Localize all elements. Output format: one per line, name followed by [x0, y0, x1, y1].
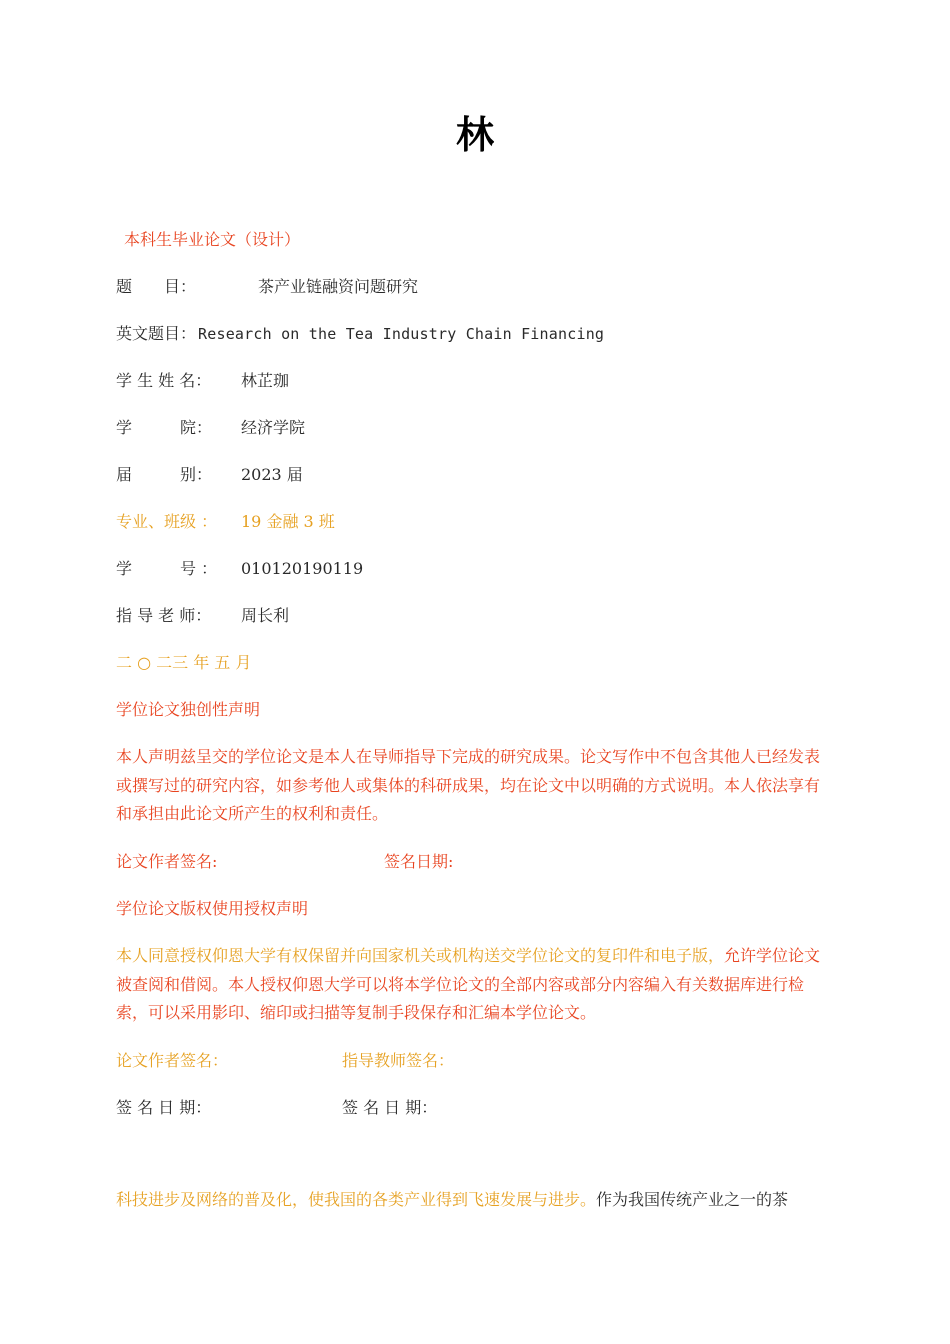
- thesis-type: 本科生毕业论文（设计）: [124, 230, 301, 249]
- title-value: 茶产业链融资问题研究: [258, 277, 419, 296]
- originality-signature-date-label: 签名日期:: [384, 852, 454, 871]
- session-label: 届 别：: [116, 465, 213, 484]
- major-value: 19 金融 3 班: [241, 512, 335, 531]
- en-title-label: 英文题目：: [116, 324, 197, 343]
- originality-text-part2: 本人依法享有和承担由此论文所产生的权利和责任。: [116, 775, 821, 823]
- advisor-value: 周长利: [241, 606, 290, 625]
- originality-heading: 学位论文独创性声明: [116, 700, 261, 719]
- copyright-text-part1: 本人同意授权仰恩大学有权保留并向国家机关或机构送交学位论文的复印件和电子版，: [116, 946, 725, 965]
- copyright-heading: 学位论文版权使用授权声明: [116, 899, 309, 918]
- copyright-text-part2: 允许学位论文被查阅和借阅。本人授权仰恩大学可以将本学位论文的全部内容或部分内容编入有关数据库进行检索，可以采用影印、缩印或扫描等复制手段保存和汇编本学位论文。: [116, 946, 821, 1022]
- major-label: 专业、班级 ：: [116, 512, 218, 531]
- student-value: 林芷珈: [241, 371, 290, 390]
- advisor-label: 指 导 老 师：: [116, 606, 212, 625]
- copyright-author-signature-label: 论文作者签名：: [116, 1051, 229, 1070]
- student-id-label: 学 号 ：: [116, 559, 218, 578]
- copyright-advisor-signature-label: 指导教师签名：: [342, 1051, 455, 1070]
- originality-text-part1: 本人声明兹呈交的学位论文是本人在导师指导下完成的研究成果。论文写作中不包含其他人已经发表或撰写过的研究内容，如参考他人或集体的科研成果，均在论文中以明确的方式说明。: [116, 747, 821, 795]
- copyright-date-label-right: 签 名 日 期：: [342, 1098, 438, 1117]
- session-value: 2023 届: [241, 465, 303, 484]
- body-text: [116, 1190, 788, 1210]
- page-title: 林: [455, 113, 494, 157]
- student-id-value: 010120190119: [241, 559, 364, 578]
- body-text-part1: 科技进步及网络的普及化，使我国的各类产业得到飞速发展与进步。: [116, 1190, 597, 1209]
- originality-text: [116, 743, 822, 829]
- originality-author-signature-label: 论文作者签名:: [116, 852, 218, 871]
- student-label: 学 生 姓 名：: [116, 371, 212, 390]
- copyright-text: [116, 942, 822, 1028]
- title-label: 题 目：: [116, 277, 197, 296]
- en-title-value: Research on the Tea Industry Chain Financing: [198, 325, 605, 343]
- college-label: 学 院：: [116, 418, 213, 437]
- cover-date: 二 ○ 二三 年 五 月: [116, 653, 252, 672]
- body-text-part2: 作为我国传统产业之一的茶: [596, 1190, 789, 1209]
- copyright-date-label-left: 签 名 日 期：: [116, 1098, 212, 1117]
- college-value: 经济学院: [241, 418, 306, 437]
